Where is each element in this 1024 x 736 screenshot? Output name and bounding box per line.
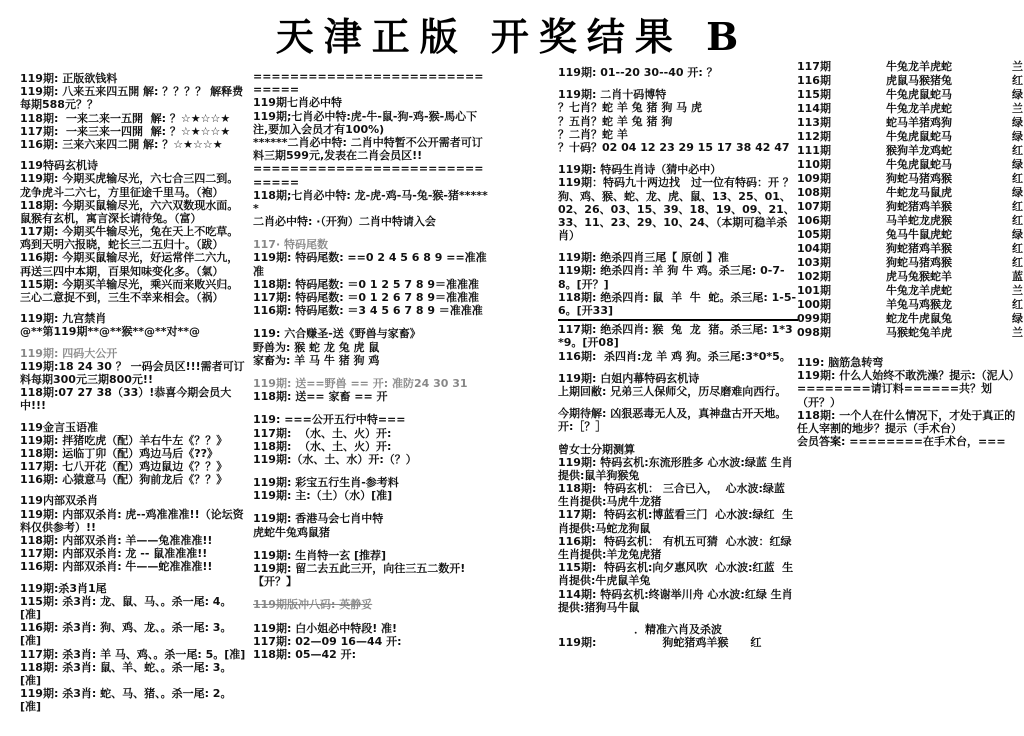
text-line: 119期: 拌猪吃虎（配）羊右牛左《？？》 xyxy=(20,433,228,447)
text-line: 117期: 今期买牛输尽光，兔在天上不吃草。鸡到天明六报晓，蛇长三二五归十。（跋） xyxy=(20,225,239,252)
result-row xyxy=(797,326,1023,340)
result-row xyxy=(797,228,1023,242)
text-section xyxy=(253,377,491,403)
text-line: 118期;七肖必中特: 龙-虎-鸡-马-兔-猴-猪****** xyxy=(253,188,488,215)
text-line: 118期: （水、土、火）开: xyxy=(253,439,392,453)
result-animals: 牛兔虎鼠蛇马 xyxy=(886,158,952,171)
result-animals: 狗蛇马猪鸡猴 xyxy=(886,172,952,185)
result-issue: 112期 xyxy=(797,130,831,143)
result-color: 绿 xyxy=(1012,158,1023,171)
result-issue: 103期 xyxy=(797,256,831,269)
result-color: 红 xyxy=(1012,256,1023,269)
text-section xyxy=(253,327,491,367)
result-row xyxy=(797,284,1023,298)
text-line: 119特码玄机诗 xyxy=(20,159,98,173)
text-line: ？七肖？蛇 羊 兔 猪 狗 马 虎 xyxy=(558,101,702,115)
text-section xyxy=(558,88,798,154)
result-color: 兰 xyxy=(1012,326,1023,339)
text-line: 117· 特码尾数 xyxy=(253,238,328,252)
text-line: 119期: 白小姐必中特段! 准! xyxy=(253,621,398,635)
result-issue: 110期 xyxy=(797,158,831,171)
text-section xyxy=(20,494,248,573)
text-line: ============================== xyxy=(253,162,484,189)
text-section xyxy=(558,407,798,433)
text-line: 119期: 01--20 30--40 开: ？ xyxy=(558,66,718,79)
text-line: 115期: 今期买羊输尽光，乘兴而来败兴归。三心二意捉不到，三生不幸来相会。（祸） xyxy=(20,277,239,304)
text-section xyxy=(20,159,248,304)
text-line: 119期: 白姐内幕特码玄机诗 xyxy=(558,371,700,385)
text-line: 118期: 特码尾数: ＝0 1 2 5 7 8 9＝准准准 xyxy=(253,277,479,291)
result-animals: 虎马兔猴蛇羊 xyxy=(886,270,952,283)
text-line: 狗、鸡、猴、蛇、龙、虎、鼠、13、25、01、02、26、03、15、39、18、19、09、21、33、11、23、29、10、24、（本期可稳羊杀肖） xyxy=(558,189,795,243)
text-line: 家畜为: 羊 马 牛 猪 狗 鸡 xyxy=(253,353,380,367)
result-color: 绿 xyxy=(1012,228,1023,241)
text-line: 118期: 特码玄机： 三合已入， 心水波:绿蓝 生肖提供:马虎牛龙猪 xyxy=(558,482,793,509)
text-line: 117期: 一来三来一四開 解: ？☆★☆☆★ xyxy=(20,124,231,138)
result-color: 绿 xyxy=(1012,312,1023,325)
text-line: 117期: 02—09 16—44 开: xyxy=(253,634,402,648)
result-animals: 羊兔马鸡猴龙 xyxy=(886,298,952,311)
text-line: ．精准六肖及杀波 xyxy=(634,622,722,636)
text-line: 117期: 特码玄机:博蓝看三门 心水波:绿红 生肖提供:马蛇龙狗鼠 xyxy=(558,508,794,535)
text-line: 119期: 特码尾数: ==0 2 4 5 6 8 9 ==准准准 xyxy=(253,251,487,278)
result-row xyxy=(797,186,1023,200)
result-color: 绿 xyxy=(1012,186,1023,199)
text-line: 117期: 杀3肖: 羊 马、鸡、。杀一尾: 5。[准] xyxy=(20,647,246,661)
result-color: 红 xyxy=(1012,242,1023,255)
result-animals: 蛇马羊猪鸡狗 xyxy=(886,116,952,129)
text-line: 119期: 绝杀四肖: 羊 狗 牛 鸡。杀三尾: 0-7-8。[开？] xyxy=(558,264,785,291)
text-line: 119: 六合赚圣-送《野兽与家畜》 xyxy=(253,327,421,341)
result-row xyxy=(797,74,1023,88)
center-left-column xyxy=(253,70,491,671)
text-line: 116期: 特码玄机： 有机五可猜 心水波：红绿 生肖提供:羊龙兔虎猪 xyxy=(558,534,800,561)
text-line: 119期:杀3肖1尾 xyxy=(20,581,107,595)
text-section xyxy=(253,622,491,662)
result-issue: 108期 xyxy=(797,186,831,199)
result-row xyxy=(797,158,1023,172)
results-table xyxy=(797,60,1023,340)
result-row xyxy=(797,312,1023,326)
text-line: 119期: 特码玄机:东流形胜多 心水波:绿蓝 生肖提供:鼠羊狗猴兔 xyxy=(558,455,793,482)
text-section xyxy=(253,512,491,538)
result-color: 红 xyxy=(1012,144,1023,157)
text-line: ========请订料======共？划（开？） xyxy=(797,382,993,409)
result-row xyxy=(797,242,1023,256)
text-line: 116期: 今期买鼠输尽光，好运常伴二六九，再送三四中本期，百果知味变化多。（氣） xyxy=(20,251,239,278)
text-line: 116期: 三来六来四二開 解: ？☆★☆☆★ xyxy=(20,137,223,151)
result-issue: 099期 xyxy=(797,312,831,325)
result-color: 红 xyxy=(1012,214,1023,227)
result-issue: 107期 xyxy=(797,200,831,213)
result-animals: 牛蛇龙马鼠虎 xyxy=(886,186,952,199)
page-title: 天津正版 开奖结果 B xyxy=(275,14,749,59)
text-section xyxy=(558,372,798,398)
text-line: 119期版冲八码: 英静妥 xyxy=(253,598,373,612)
text-section xyxy=(253,549,491,589)
text-line: 119期: 送==野兽 == 开: 准防24 30 31 xyxy=(253,376,468,390)
result-issue: 105期 xyxy=(797,228,831,241)
text-line: 119期: 正版欲钱料 xyxy=(20,72,118,85)
text-section xyxy=(558,251,798,363)
result-row xyxy=(797,200,1023,214)
text-line: ******二肖必中特: 二肖中特暂不公开需者可订料三期599元,发表在二肖会员区!! xyxy=(253,135,483,163)
text-line: 会员答案: ========在手术台，=== xyxy=(797,435,1006,449)
text-line: 118期: 一个人在什么情况下，才处于真正的任人宰割的地步？提示（手术台） xyxy=(797,408,1016,435)
text-line: 116期: 特码尾数: ＝3 4 5 6 7 8 9 ＝准准准 xyxy=(253,304,483,318)
text-line: 119期: 主:（土）（水）[准] xyxy=(253,489,393,503)
result-issue: 100期 xyxy=(797,298,831,311)
result-color: 红 xyxy=(1012,74,1023,87)
result-color: 兰 xyxy=(1012,102,1023,115)
text-line: ============================== xyxy=(253,70,484,97)
text-line: 118期: 运临丁卯（配）鸡边马后《??》 xyxy=(20,446,218,460)
result-issue: 098期 xyxy=(797,326,831,339)
text-line: 119期七肖必中特 xyxy=(253,96,342,110)
text-line: 119期: 生肖特一玄 [推荐] xyxy=(253,548,387,562)
result-issue: 106期 xyxy=(797,214,831,227)
text-section xyxy=(797,356,1023,448)
text-section xyxy=(20,312,248,338)
text-line: 119期：特码九十两边找 过一位有特码：开 ？ xyxy=(558,176,794,190)
result-animals: 牛兔虎鼠蛇马 xyxy=(886,130,952,143)
result-animals: 兔马牛鼠虎蛇 xyxy=(886,228,952,241)
text-line: 119期:18 24 30 ？ 一码会员区!!!需者可订料每期300元三期800元!! xyxy=(20,359,245,386)
text-line: ？二肖？蛇 羊 xyxy=(558,127,628,141)
result-row xyxy=(797,130,1023,144)
text-line: 117期: 绝杀四肖: 猴 兔 龙 猪。杀三尾: 1*3*9。[开08] xyxy=(558,323,793,350)
text-line: ？十码？02 04 12 23 29 15 17 38 42 47 xyxy=(558,140,790,154)
text-section xyxy=(558,443,798,614)
text-line: 117期: 特码尾数: ＝0 1 2 6 7 8 9＝准准准 xyxy=(253,291,479,304)
center-right-column xyxy=(558,66,798,658)
text-line: 119期: 香港马会七肖中特 xyxy=(253,512,384,526)
result-color: 红 xyxy=(1012,200,1023,213)
text-line: 119期: 留二去五此三开，向往三五二数开! 【开？】 xyxy=(253,562,470,589)
result-animals: 马猴蛇兔羊虎 xyxy=(886,326,952,339)
text-section xyxy=(253,598,491,611)
text-section xyxy=(20,421,248,487)
result-animals: 马羊蛇龙虎猴 xyxy=(886,214,952,227)
text-line: 今期待解: 凶狠恶毒无人及，真神盘古开天地。开:［？］ xyxy=(558,407,787,434)
text-line: 119期: 狗蛇猪鸡羊猴 红 xyxy=(558,636,762,650)
text-line: 118期: 杀3肖: 鼠、羊、蛇、。杀一尾: 3。[准] xyxy=(20,660,232,687)
text-line: @**第119期**@**猴**@**对**@ xyxy=(20,325,200,339)
result-animals: 狗蛇猪鸡羊猴 xyxy=(886,242,952,255)
result-animals: 狗蛇马猪鸡猴 xyxy=(886,256,952,269)
text-line: ？五肖？蛇 羊 兔 猪 狗 xyxy=(558,114,673,128)
text-line: 116期: 杀3肖: 狗、鸡、龙、。杀一尾: 3。[准] xyxy=(20,621,232,648)
text-line: 曾女士分期测算 xyxy=(558,442,635,456)
result-animals: 蛇龙牛虎鼠兔 xyxy=(886,312,952,325)
text-section xyxy=(558,66,798,79)
result-row xyxy=(797,172,1023,186)
text-line: 119期: 内部双杀肖: 虎--鸡准准准!!（论坛资料仅供参考）!! xyxy=(20,507,244,534)
text-section xyxy=(558,163,798,242)
text-section xyxy=(20,72,248,151)
text-line: 119期: 二肖十码博特 xyxy=(558,88,667,102)
result-row xyxy=(797,88,1023,102)
result-animals: 虎鼠马猴猪兔 xyxy=(886,74,952,87)
text-line: 二肖必中特: ·（开狗）二肖中特请入会 xyxy=(253,215,436,229)
result-row xyxy=(797,270,1023,284)
text-line: 118期: 一来二来一五開 解: ？☆★☆☆★ xyxy=(20,111,231,125)
text-line: 野兽为: 猴 蛇 龙 兔 虎 鼠 xyxy=(253,340,380,354)
result-color: 兰 xyxy=(1012,60,1023,73)
text-line: 119期: 什么人始终不敢洗澡？提示:（泥人） xyxy=(797,369,1020,383)
text-line: 118期: 05—42 开: xyxy=(253,647,357,661)
text-line: 116期: 内部双杀肖: 牛——蛇准准准!! xyxy=(20,560,213,574)
result-animals: 牛兔龙羊虎蛇 xyxy=(886,284,952,297)
text-line: 119: 脑筋急转弯 xyxy=(797,356,884,369)
right-column xyxy=(797,60,1023,464)
result-color: 红 xyxy=(1012,298,1023,311)
result-row xyxy=(797,116,1023,130)
result-issue: 111期 xyxy=(797,144,831,157)
text-section xyxy=(253,413,491,466)
result-color: 蓝 xyxy=(1012,270,1023,283)
text-section xyxy=(20,347,248,413)
result-issue: 116期 xyxy=(797,74,831,87)
text-line: 119期: 杀3肖: 蛇、马、猪、。杀一尾: 2。[准] xyxy=(20,687,232,714)
text-section xyxy=(253,70,491,228)
result-issue: 104期 xyxy=(797,242,831,255)
text-line: 119期: 四码大公开 xyxy=(20,346,118,360)
result-row xyxy=(797,256,1023,270)
result-issue: 115期 xyxy=(797,88,831,101)
text-line: 116期: 心猿意马（配）狗前龙后《？？》 xyxy=(20,473,228,487)
result-animals: 牛兔龙羊虎蛇 xyxy=(886,60,952,73)
text-line: 119期: 绝杀四肖三尾【 原创 】准 xyxy=(558,251,729,265)
text-line: 118期: 内部双杀肖: 羊——兔准准准!! xyxy=(20,534,213,547)
result-issue: 109期 xyxy=(797,172,831,185)
result-issue: 114期 xyxy=(797,102,831,115)
result-animals: 牛兔虎鼠蛇马 xyxy=(886,88,952,101)
result-animals: 猴狗羊龙鸡蛇 xyxy=(886,144,952,157)
text-line: 118期:07 27 38（33）!恭喜今期会员大中!!! xyxy=(20,386,232,413)
text-line: 119期;七肖必中特:虎-牛-鼠-狗-鸡-猴-馬心下注,要加入会员才有100%) xyxy=(253,109,478,136)
result-issue: 113期 xyxy=(797,116,831,129)
text-line: 116期: 杀四肖:龙 羊 鸡 狗。杀三尾:3*0*5。 xyxy=(558,349,791,363)
text-line: 118期: 今期买鼠输尽光，六六双数现水面。鼠猴有玄机，寓言深长请待兔。（富） xyxy=(20,198,239,225)
result-color: 兰 xyxy=(1012,284,1023,297)
result-issue: 102期 xyxy=(797,270,831,283)
text-section xyxy=(253,238,491,317)
text-line: 119期:（水、土、水）开:（？） xyxy=(253,452,417,466)
result-animals: 牛兔龙羊虎蛇 xyxy=(886,102,952,115)
result-color: 绿 xyxy=(1012,88,1023,101)
text-line: 119内部双杀肖 xyxy=(20,494,98,508)
result-row xyxy=(797,214,1023,228)
result-row xyxy=(797,298,1023,312)
text-line: 上期回敝: 兄弟三人保师父，历尽磨难向西行。 xyxy=(558,384,787,398)
text-line: 119期: 彩宝五行生肖-参考料 xyxy=(253,476,399,490)
result-color: 绿 xyxy=(1012,130,1023,143)
text-line: 119期: 今期买虎输尽光，六七合三四二到。龙争虎斗二六七，方里征途千里马。（袍） xyxy=(20,172,239,199)
text-line: 117期: 七八开花（配）鸡边鼠边《？？》 xyxy=(20,460,228,474)
text-line: 115期: 杀3肖: 龙、鼠、马、。杀一尾: 4。[准] xyxy=(20,594,232,621)
result-issue: 101期 xyxy=(797,284,831,297)
result-color: 绿 xyxy=(1012,116,1023,129)
text-line: 118期: 送== 家畜 == 开 xyxy=(253,390,388,404)
result-issue: 117期 xyxy=(797,60,831,73)
text-line: 117期: 内部双杀肖: 龙 -- 鼠准准准!! xyxy=(20,547,208,561)
left-column xyxy=(20,72,248,721)
text-line: 118期: 绝杀四肖: 鼠 羊 牛 蛇。杀三尾: 1-5-6。[开33] xyxy=(558,291,798,321)
result-color: 红 xyxy=(1012,172,1023,185)
text-section xyxy=(20,582,248,714)
text-line: 117期: （水、土、火）开: xyxy=(253,426,392,440)
text-section xyxy=(558,623,798,649)
text-line: 119期: 九宫禁肖 xyxy=(20,312,107,326)
result-animals: 狗蛇猪鸡羊猴 xyxy=(886,200,952,213)
text-section xyxy=(253,476,491,502)
result-row xyxy=(797,144,1023,158)
text-line: 119金言玉语准 xyxy=(20,420,98,434)
text-line: 119期: 特码生肖诗（猜中必中） xyxy=(558,163,722,177)
text-line: 119: ===公开五行中特=== xyxy=(253,413,406,427)
text-line: 114期: 特码玄机:终谢举川舟 心水波:红绿 生肖提供:猪狗马牛鼠 xyxy=(558,587,793,614)
result-row xyxy=(797,60,1023,74)
text-line: 虎蛇牛兔鸡鼠猪 xyxy=(253,525,330,539)
result-row xyxy=(797,102,1023,116)
text-line: 119期: 八来五来四五開 解: ？？？？ 解释费每期588元？？ xyxy=(20,85,244,112)
text-line: 115期: 特码玄机:向夕惠风吹 心水波:红蓝 生肖提供:牛虎鼠羊兔 xyxy=(558,561,794,588)
